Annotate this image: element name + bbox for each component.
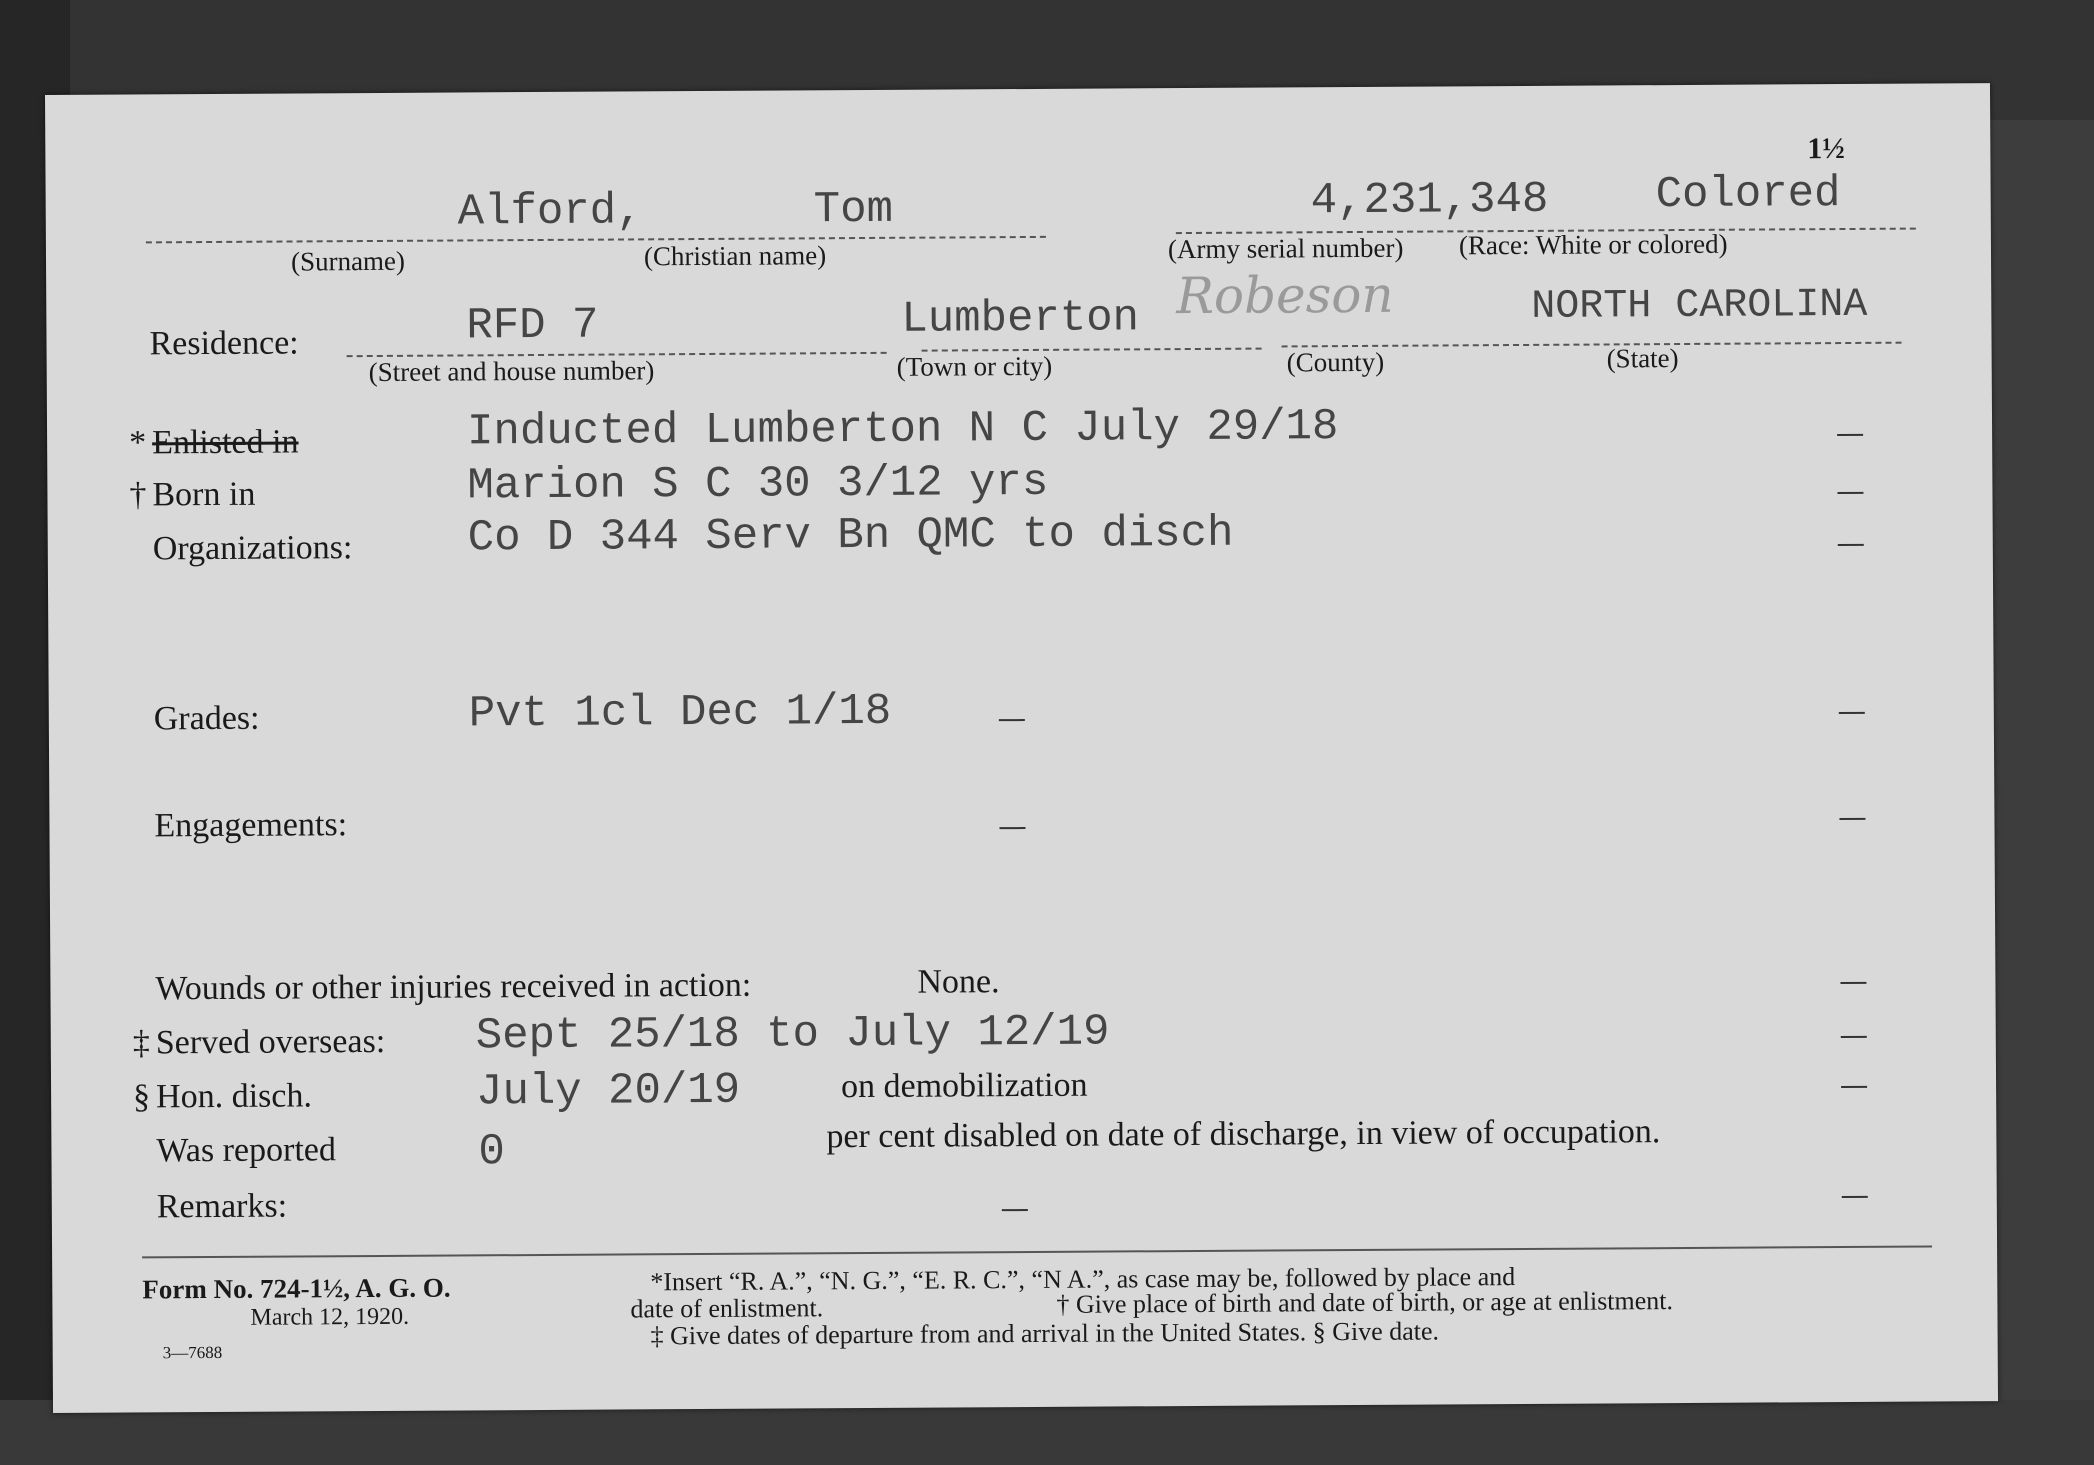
form-date: March 12, 1920. bbox=[250, 1303, 410, 1331]
state-caption: (State) bbox=[1606, 343, 1679, 374]
born-label: Born in bbox=[152, 475, 256, 514]
enlisted-check-mark bbox=[1837, 434, 1863, 436]
organizations-value: Co D 344 Serv Bn QMC to disch bbox=[467, 508, 1234, 564]
race-value: Colored bbox=[1655, 169, 1841, 221]
service-record-card bbox=[45, 83, 1998, 1413]
footnote-line-1: *Insert “R. A.”, “N. G.”, “E. R. C.”, “N A.”, as case may be, followed by place and bbox=[650, 1262, 1516, 1297]
print-code: 3—7688 bbox=[162, 1342, 223, 1363]
town-value: Lumberton bbox=[901, 293, 1140, 345]
enlisted-label: Enlisted in bbox=[152, 423, 299, 462]
county-value: Robeson bbox=[1176, 265, 1394, 326]
reported-value: 0 bbox=[478, 1127, 506, 1178]
footnote-line-2b: † Give place of birth and date of birth, or age at enlistment. bbox=[1056, 1286, 1674, 1319]
enlisted-symbol: * bbox=[129, 424, 147, 462]
footnote-line-3: ‡ Give dates of departure from and arrival in the United States. § Give date. bbox=[650, 1316, 1440, 1351]
organizations-label: Organizations: bbox=[152, 529, 353, 568]
serial-number-value: 4,231,348 bbox=[1310, 174, 1549, 227]
race-caption: (Race: White or colored) bbox=[1458, 228, 1728, 261]
grades-check-mark bbox=[1839, 712, 1865, 714]
serial-caption: (Army serial number) bbox=[1167, 232, 1404, 265]
wounds-check-mark bbox=[1840, 982, 1866, 984]
overseas-check-mark bbox=[1841, 1036, 1867, 1038]
street-caption: (Street and house number) bbox=[368, 355, 655, 388]
grades-mark bbox=[999, 719, 1025, 721]
grades-value: Pvt 1cl Dec 1/18 bbox=[468, 686, 892, 740]
engagements-check-mark bbox=[1839, 818, 1865, 820]
state-value: NORTH CAROLINA bbox=[1531, 282, 1868, 330]
engagements-mark bbox=[999, 827, 1025, 829]
town-caption: (Town or city) bbox=[896, 350, 1053, 382]
form-number: Form No. 724-1½, A. G. O. bbox=[142, 1272, 451, 1305]
organizations-check-mark bbox=[1838, 544, 1864, 546]
reported-note: per cent disabled on date of discharge, in view of occupation. bbox=[826, 1113, 1661, 1156]
county-caption: (County) bbox=[1286, 346, 1385, 378]
disch-check-mark bbox=[1841, 1086, 1867, 1088]
disch-note: on demobilization bbox=[840, 1066, 1088, 1106]
street-value: RFD 7 bbox=[466, 300, 599, 352]
enlisted-value: Inducted Lumberton N C July 29/18 bbox=[466, 402, 1339, 458]
residence-label: Residence: bbox=[149, 324, 299, 363]
grades-label: Grades: bbox=[153, 699, 260, 738]
disch-value: July 20/19 bbox=[475, 1065, 741, 1118]
reported-label: Was reported bbox=[156, 1131, 337, 1170]
born-value: Marion S C 30 3/12 yrs bbox=[467, 457, 1049, 512]
born-check-mark bbox=[1837, 492, 1863, 494]
overseas-symbol: ‡ bbox=[132, 1024, 150, 1062]
engagements-label: Engagements: bbox=[154, 806, 348, 845]
disch-symbol: § bbox=[133, 1078, 151, 1116]
disch-label: Hon. disch. bbox=[156, 1077, 313, 1116]
remarks-label: Remarks: bbox=[156, 1187, 288, 1226]
surname-caption: (Surname) bbox=[290, 245, 406, 277]
page-mark: 1½ bbox=[1807, 132, 1845, 166]
born-symbol: † bbox=[129, 476, 147, 514]
surname-value: Alford, bbox=[457, 186, 643, 238]
wounds-value: None. bbox=[917, 963, 1000, 1001]
footnote-line-2a: date of enlistment. bbox=[630, 1293, 824, 1324]
remarks-mark bbox=[1002, 1209, 1028, 1211]
christian-name-value: Tom bbox=[813, 184, 894, 236]
footer-rule bbox=[142, 1245, 1932, 1258]
overseas-label: Served overseas: bbox=[155, 1022, 386, 1062]
wounds-label: Wounds or other injuries received in action: bbox=[155, 966, 752, 1008]
overseas-value: Sept 25/18 to July 12/19 bbox=[475, 1007, 1110, 1062]
christian-name-caption: (Christian name) bbox=[643, 240, 827, 272]
name-line bbox=[146, 236, 1046, 243]
remarks-check-mark bbox=[1842, 1196, 1868, 1198]
